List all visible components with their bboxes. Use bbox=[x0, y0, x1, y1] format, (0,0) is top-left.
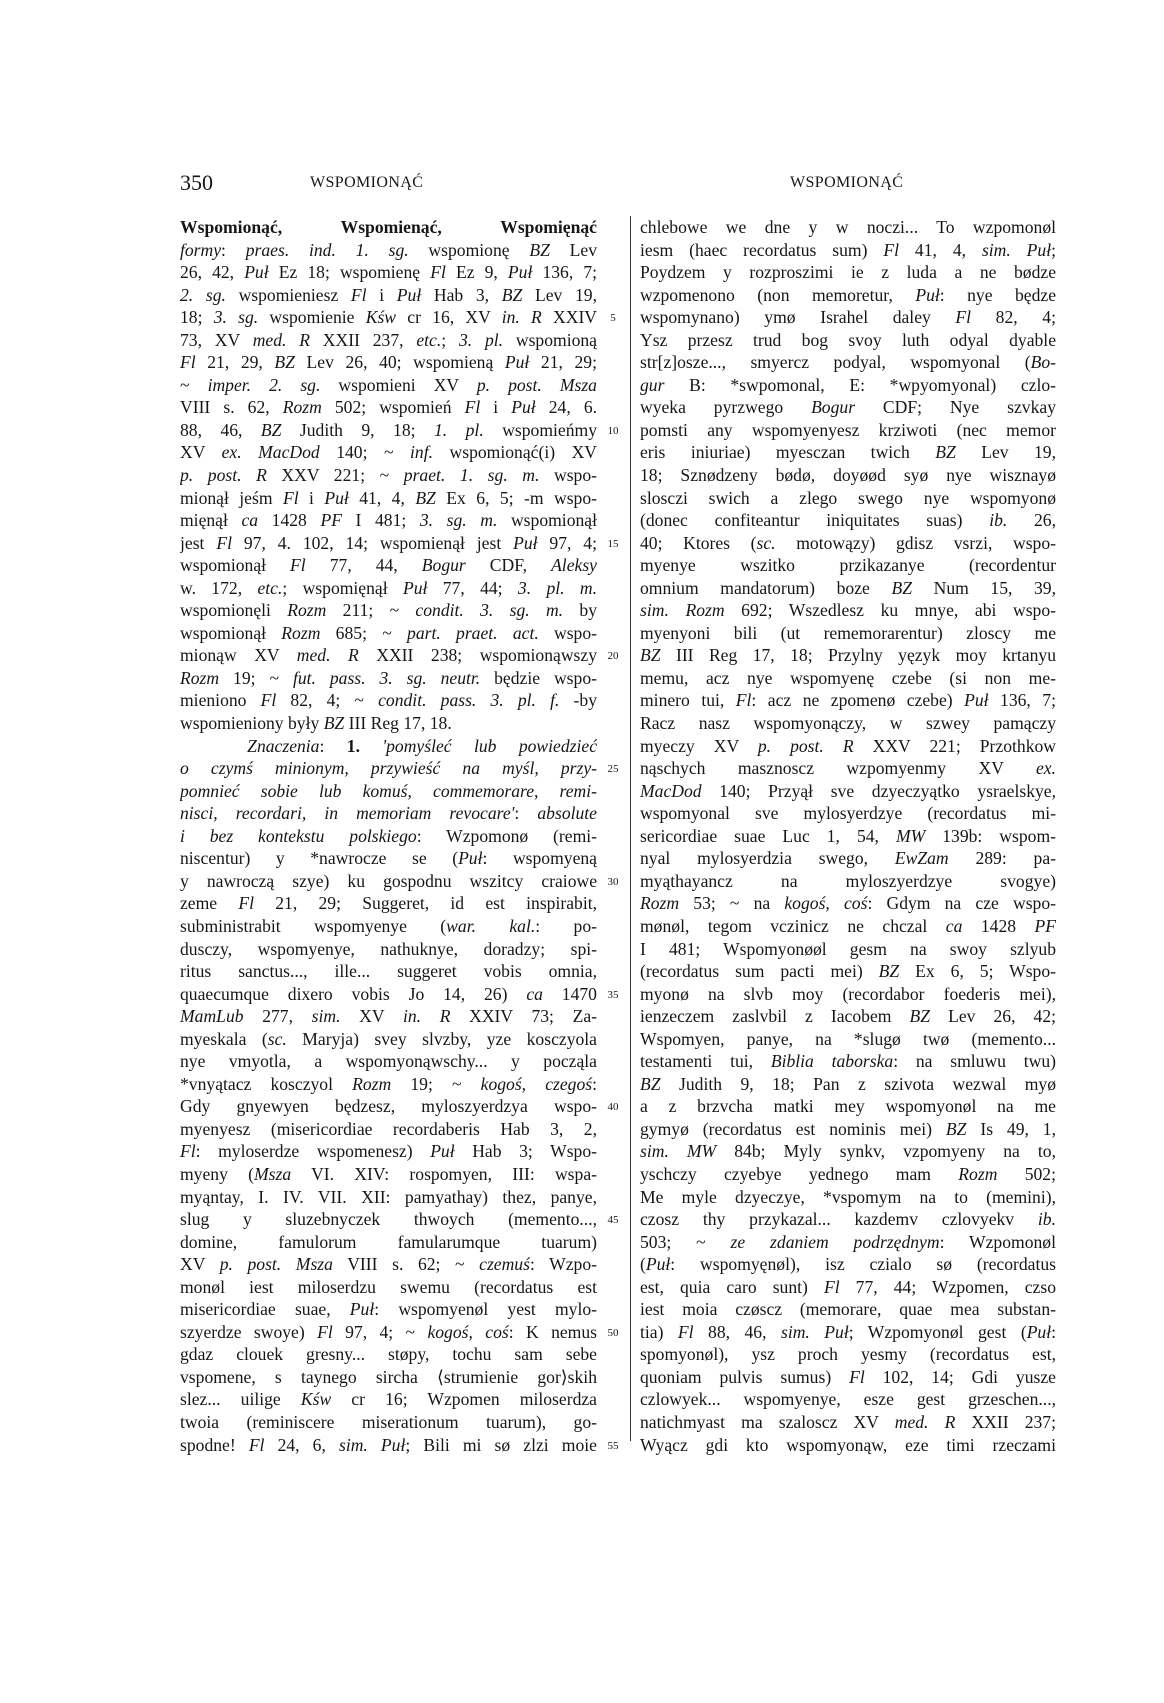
text-line: ~ imper. 2. sg. wspomieni XV p. post. Msza bbox=[180, 374, 597, 395]
text-line: slosczi swich a zlego swego nye wspomyonø bbox=[640, 487, 1056, 508]
text-line: mięnął ca 1428 PF I 481; 3. sg. m. wspomionął bbox=[180, 510, 597, 531]
left-column bbox=[180, 216, 597, 1456]
text-line: natichmyast ma szaloscz XV med. R XXII 237; bbox=[640, 1411, 1056, 1432]
text-line: szyerdze swoye) Fl 97, 4; ~ kogoś, coś: K nemus bbox=[180, 1321, 597, 1342]
line-number: 25 bbox=[607, 763, 619, 776]
text-line: I 481; Wspomyonøøl gesm na swoy szlyub bbox=[640, 938, 1056, 959]
text-line: y nawroczą szye) ku gospodnu wszitcy craiowe bbox=[180, 870, 597, 891]
text-line: BZ Judith 9, 18; Pan z szivota wezwal myø bbox=[640, 1073, 1056, 1094]
line-number: 20 bbox=[607, 650, 619, 663]
text-line: Wspomionąć, Wspomienąć, Wspomięnąć bbox=[180, 217, 597, 237]
text-line: gymyø (recordatus est nominis mei) BZ Is 49, 1, bbox=[640, 1118, 1056, 1139]
text-line: iest moia czøscz (memorare, quae mea substan- bbox=[640, 1299, 1056, 1320]
text-line: *vnyątacz kosczyol Rozm 19; ~ kogoś, czegoś: bbox=[180, 1073, 597, 1094]
text-line: Rozm 53; ~ na kogoś, coś: Gdym na cze wspo- bbox=[640, 893, 1056, 914]
text-line: Gdy gnyewyen będzesz, myloszyerdzya wspo- bbox=[180, 1096, 597, 1117]
text-line: VIII s. 62, Rozm 502; wspomień Fl i Puł 24, 6. bbox=[180, 397, 597, 418]
text-line: spomyonøl), ysz proch yesmy (recordatus est, bbox=[640, 1344, 1056, 1365]
text-line: wzpomenono (non memoretur, Puł: nye będze bbox=[640, 284, 1056, 305]
text-line: nye vmyotla, a wspomyonąwschy... y począla bbox=[180, 1051, 597, 1072]
text-line: yschczy czyebye yednego mam Rozm 502; bbox=[640, 1163, 1056, 1184]
text-line: iesm (haec recordatus sum) Fl 41, 4, sim. Puł; bbox=[640, 239, 1056, 260]
text-line: domine, famulorum famularumque tuarum) bbox=[180, 1231, 597, 1252]
text-line: omnium mandatorum) boze BZ Num 15, 39, bbox=[640, 577, 1056, 598]
text-line: chlebowe we dne y w noczi... To wzpomonøl bbox=[640, 217, 1056, 237]
text-line: Wyącz gdi kto wspomyonąw, eze timi rzeczami bbox=[640, 1434, 1056, 1455]
text-line: subministrabit wspomyenye (war. kal.: po- bbox=[180, 915, 597, 936]
text-line: myenye wszitko przikazanye (recordentur bbox=[640, 555, 1056, 576]
text-line: memu, acz nye wspomyenę czebe (si non me- bbox=[640, 667, 1056, 688]
text-line: XV ex. MacDod 140; ~ inf. wspomionąć(i) XV bbox=[180, 442, 597, 463]
running-head-right: WSPOMIONĄĆ bbox=[790, 174, 904, 191]
text-line: mønøl, tegom vczinicz ne chczal ca 1428 PF bbox=[640, 915, 1056, 936]
text-line: quoniam pulvis sumus) Fl 102, 14; Gdi yusze bbox=[640, 1366, 1056, 1387]
text-line: monøl iest miloserdzu swemu (recordatus est bbox=[180, 1276, 597, 1297]
text-line: nisci, recordari, in memoriam revocare': absolute bbox=[180, 803, 597, 824]
text-line: sericordiae suae Luc 1, 54, MW 139b: wspom- bbox=[640, 825, 1056, 846]
text-line: 503; ~ ze zdaniem podrzędnym: Wzpomonøl bbox=[640, 1231, 1056, 1252]
text-line: (recordatus sum pacti mei) BZ Ex 6, 5; Wspo- bbox=[640, 961, 1056, 982]
text-line: myonø na slvb moy (recordabor foederis mei), bbox=[640, 983, 1056, 1004]
text-line: XV p. post. Msza VIII s. 62; ~ czemuś: Wzpo- bbox=[180, 1254, 597, 1275]
running-head-left: WSPOMIONĄĆ bbox=[310, 174, 424, 191]
text-line: pomnieć sobie lub komuś, commemorare, remi- bbox=[180, 780, 597, 801]
text-line: mionął jeśm Fl i Puł 41, 4, BZ Ex 6, 5; -m wspo- bbox=[180, 487, 597, 508]
text-line: nyal mylosyerdzia swego, EwZam 289: pa- bbox=[640, 848, 1056, 869]
text-line: czlowyek... wspomyenye, esze gest grzeschen..., bbox=[640, 1389, 1056, 1410]
text-line: mionąw XV med. R XXII 238; wspomionąwszy bbox=[180, 645, 597, 666]
line-number: 5 bbox=[610, 312, 616, 325]
line-number: 50 bbox=[607, 1326, 619, 1339]
text-line: a z brzvcha matki mey wspomyonøl na me bbox=[640, 1096, 1056, 1117]
text-line: wyeka pyrzwego Bogur CDF; Nye szvkay bbox=[640, 397, 1056, 418]
text-line: tia) Fl 88, 46, sim. Puł; Wzpomyonøl gest (Puł: bbox=[640, 1321, 1056, 1342]
text-line: (donec confiteantur iniquitates suas) ib. 26, bbox=[640, 510, 1056, 531]
text-line: eris iniuriae) myesczan twich BZ Lev 19, bbox=[640, 442, 1056, 463]
text-line: myeny (Msza VI. XIV: rospomyen, III: wspa- bbox=[180, 1163, 597, 1184]
text-line: 18; Sznødzeny bødø, doyøød syø nye wisznayø bbox=[640, 465, 1056, 486]
line-number: 40 bbox=[607, 1101, 619, 1114]
text-line: BZ III Reg 17, 18; Przylny yęzyk moy krtanyu bbox=[640, 645, 1056, 666]
text-line: 2. sg. wspomieniesz Fl i Puł Hab 3, BZ Lev 19, bbox=[180, 284, 597, 305]
line-number-gutter bbox=[601, 216, 635, 1452]
text-line: formy: praes. ind. 1. sg. wspomionę BZ Lev bbox=[180, 239, 597, 260]
text-line: zeme Fl 21, 29; Suggeret, id est inspirabit, bbox=[180, 893, 597, 914]
text-line: Wspomyen, panye, na *slugø twø (memento... bbox=[640, 1028, 1056, 1049]
text-line: est, quia caro sunt) Fl 77, 44; Wzpomen, czso bbox=[640, 1276, 1056, 1297]
text-line: MacDod 140; Przyął sve dzyeczyątko ysraelskye, bbox=[640, 780, 1056, 801]
text-line: 40; Ktores (sc. motowązy) gdisz vsrzi, wspo- bbox=[640, 532, 1056, 553]
text-line: myenyesz (misericordiae recordaberis Hab 3, 2, bbox=[180, 1118, 597, 1139]
text-line: gdaz clouek gresny... støpy, tochu sam sebe bbox=[180, 1344, 597, 1365]
column-divider bbox=[630, 216, 631, 1441]
text-line: Racz nasz wspomyonączy, w szwey pamączy bbox=[640, 713, 1056, 734]
text-line: quaecumque dixero vobis Jo 14, 26) ca 1470 bbox=[180, 983, 597, 1004]
line-number: 35 bbox=[607, 988, 619, 1001]
right-column bbox=[640, 216, 1056, 1456]
text-line: sim. MW 84b; Myly synkv, vzpomyeny na to, bbox=[640, 1141, 1056, 1162]
text-line: wspomionął Rozm 685; ~ part. praet. act. wspo- bbox=[180, 622, 597, 643]
line-number: 45 bbox=[607, 1214, 619, 1227]
text-line: i bez kontekstu polskiego: Wzpomonø (remi- bbox=[180, 825, 597, 846]
line-number: 10 bbox=[607, 424, 619, 437]
text-line: w. 172, etc.; wspomięnął Puł 77, 44; 3. pl. m. bbox=[180, 577, 597, 598]
line-number: 30 bbox=[607, 875, 619, 888]
text-line: Me myle dzyeczye, *vspomym na to (memini), bbox=[640, 1186, 1056, 1207]
text-line: slug y sluzebnyczek thwoych (memento..., bbox=[180, 1209, 597, 1230]
text-line: 88, 46, BZ Judith 9, 18; 1. pl. wspomieńmy bbox=[180, 419, 597, 440]
text-line: wspomyonal sve mylosyerdzye (recordatus mi- bbox=[640, 803, 1056, 824]
text-line: 73, XV med. R XXII 237, etc.; 3. pl. wspomioną bbox=[180, 329, 597, 350]
text-line: myenyoni bili (ut rememorarentur) zloscy me bbox=[640, 622, 1056, 643]
text-line: mieniono Fl 82, 4; ~ condit. pass. 3. pl. f. -by bbox=[180, 690, 597, 711]
text-line: wspomionęli Rozm 211; ~ condit. 3. sg. m. by bbox=[180, 600, 597, 621]
text-line: pomsti any wspomyenyesz krziwoti (nec memor bbox=[640, 419, 1056, 440]
text-line: str[z]osze..., smyercz podyal, wspomyonal (Bo- bbox=[640, 352, 1056, 373]
page-header bbox=[0, 170, 1164, 202]
text-line: o czymś minionym, przywieść na myśl, przy- bbox=[180, 758, 597, 779]
text-line: 26, 42, Puł Ez 18; wspomienę Fl Ez 9, Puł 136, 7; bbox=[180, 262, 597, 283]
text-line: myeskala (sc. Maryja) svey slvzby, yze kosczyola bbox=[180, 1028, 597, 1049]
text-line: sim. Rozm 692; Wszedlesz ku mnye, abi wspo- bbox=[640, 600, 1056, 621]
text-line: Rozm 19; ~ fut. pass. 3. sg. neutr. będzie wspo- bbox=[180, 667, 597, 688]
line-number: 15 bbox=[607, 537, 619, 550]
text-line: myeczy XV p. post. R XXV 221; Przothkow bbox=[640, 735, 1056, 756]
text-line: wspomieniony były BZ III Reg 17, 18. bbox=[180, 713, 452, 734]
text-line: myąthayancz na myloszyerdzye svogye) bbox=[640, 870, 1056, 891]
text-line: twoia (reminiscere miserationum tuarum), go- bbox=[180, 1411, 597, 1432]
text-line: slez... uilige Kśw cr 16; Wzpomen miloserdza bbox=[180, 1389, 597, 1410]
text-line: jest Fl 97, 4. 102, 14; wspomienął jest Puł 97, 4; bbox=[180, 532, 597, 553]
text-line: Fl 21, 29, BZ Lev 26, 40; wspomieną Puł 21, 29; bbox=[180, 352, 597, 373]
text-line: (Puł: wspomyęnøl), isz czialo sø (recordatus bbox=[640, 1254, 1056, 1275]
text-line: spodne! Fl 24, 6, sim. Puł; Bili mi sø zlzi moie bbox=[180, 1434, 597, 1455]
text-line: testamenti tui, Biblia taborska: na smluwu twu) bbox=[640, 1051, 1056, 1072]
text-line: misericordiae suae, Puł: wspomyenøl yest mylo- bbox=[180, 1299, 597, 1320]
text-line: 18; 3. sg. wspomienie Kśw cr 16, XV in. R XXIV bbox=[180, 307, 597, 328]
text-line: dusczy, wspomyenye, nathuknye, doradzy; spi- bbox=[180, 938, 597, 959]
line-number: 55 bbox=[607, 1439, 619, 1452]
text-line: minero tui, Fl: acz ne zpomenø czebe) Puł 136, 7; bbox=[640, 690, 1056, 711]
text-line: Ysz przesz trud bog svoy luth odyal dyable bbox=[640, 329, 1056, 350]
text-line: niscentur) y *nawrocze se (Puł: wspomyeną bbox=[180, 848, 597, 869]
text-line: myąntay, I. IV. VII. XII: pamyathay) thez, panye, bbox=[180, 1186, 597, 1207]
text-line: wspomionął Fl 77, 44, Bogur CDF, Aleksy bbox=[180, 555, 597, 576]
text-line: Znaczenia: 1. 'pomyśleć lub powiedzieć bbox=[247, 735, 597, 756]
text-line: MamLub 277, sim. XV in. R XXIV 73; Za- bbox=[180, 1006, 597, 1027]
text-line: vspomene, s taynego sircha ⟨strumienie gor⟩skih bbox=[180, 1366, 597, 1387]
text-line: Poydzem y rozproszimi ie z luda a ne bødze bbox=[640, 262, 1056, 283]
text-line: Fl: myloserdze wspomenesz) Puł Hab 3; Wspo- bbox=[180, 1141, 597, 1162]
text-line: gur B: *swpomonal, E: *wpyomyonal) czlo- bbox=[640, 374, 1056, 395]
text-line: p. post. R XXV 221; ~ praet. 1. sg. m. wspo- bbox=[180, 465, 597, 486]
text-line: ritus sanctus..., ille... suggeret vobis omnia, bbox=[180, 961, 597, 982]
text-line: ienzeczem zaslvbil z Iacobem BZ Lev 26, 42; bbox=[640, 1006, 1056, 1027]
text-line: wspomynano) ymø Israhel daley Fl 82, 4; bbox=[640, 307, 1056, 328]
page-number: 350 bbox=[180, 170, 213, 195]
text-line: czosz thy przykazal... kazdemv czlovyekv ib. bbox=[640, 1209, 1056, 1230]
text-line: nąschych masznoscz wzpomyenmy XV ex. bbox=[640, 758, 1056, 779]
